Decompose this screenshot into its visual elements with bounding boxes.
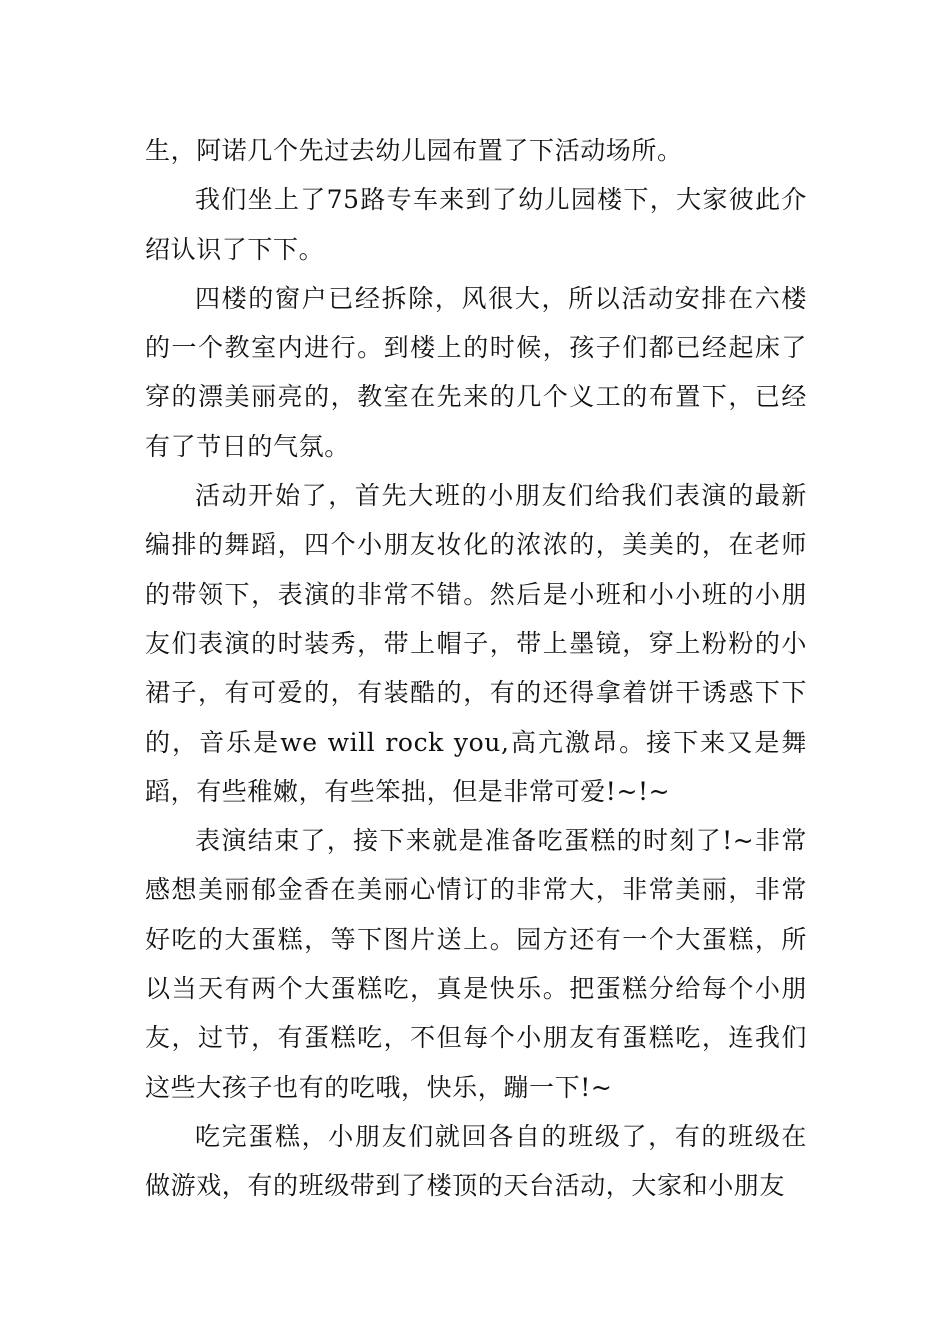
paragraph-2: 我们坐上了75路专车来到了幼儿园楼下，大家彼此介绍认识了下下。 — [145, 185, 807, 264]
paragraph-1: 生，阿诺几个先过去幼儿园布置了下活动场所。 — [145, 136, 683, 165]
document-body — [145, 126, 807, 1211]
paragraph-3: 四楼的窗户已经拆除，风很大，所以活动安排在六楼的一个教室内进行。到楼上的时候，孩子们都已经起床了穿的漂美丽亮的，教室在先来的几个义工的布置下，已经有了节日的气氛。 — [145, 283, 807, 461]
paragraph-4: 活动开始了，首先大班的小朋友们给我们表演的最新编排的舞蹈，四个小朋友妆化的浓浓的，美美的，在老师的带领下，表演的非常不错。然后是小班和小小班的小朋友们表演的时装秀，带上帽子，带上墨镜，穿上粉粉的小裙子，有可爱的，有装酷的，有的还得拿着饼干诱惑下下的，音乐是we will rock you,高亢激昂。接下来又是舞蹈，有些稚嫩，有些笨拙，但是非常可爱!~!~ — [145, 481, 807, 806]
paragraph-5: 表演结束了，接下来就是准备吃蛋糕的时刻了!~非常感想美丽郁金香在美丽心情订的非常大，非常美丽，非常好吃的大蛋糕，等下图片送上。园方还有一个大蛋糕，所以当天有两个大蛋糕吃，真是快乐。把蛋糕分给每个小朋友，过节，有蛋糕吃，不但每个小朋友有蛋糕吃，连我们这些大孩子也有的吃哦，快乐，蹦一下!~ — [145, 826, 807, 1102]
paragraph-6: 吃完蛋糕，小朋友们就回各自的班级了，有的班级在做游戏，有的班级带到了楼顶的天台活动，大家和小朋友 — [145, 1121, 807, 1201]
